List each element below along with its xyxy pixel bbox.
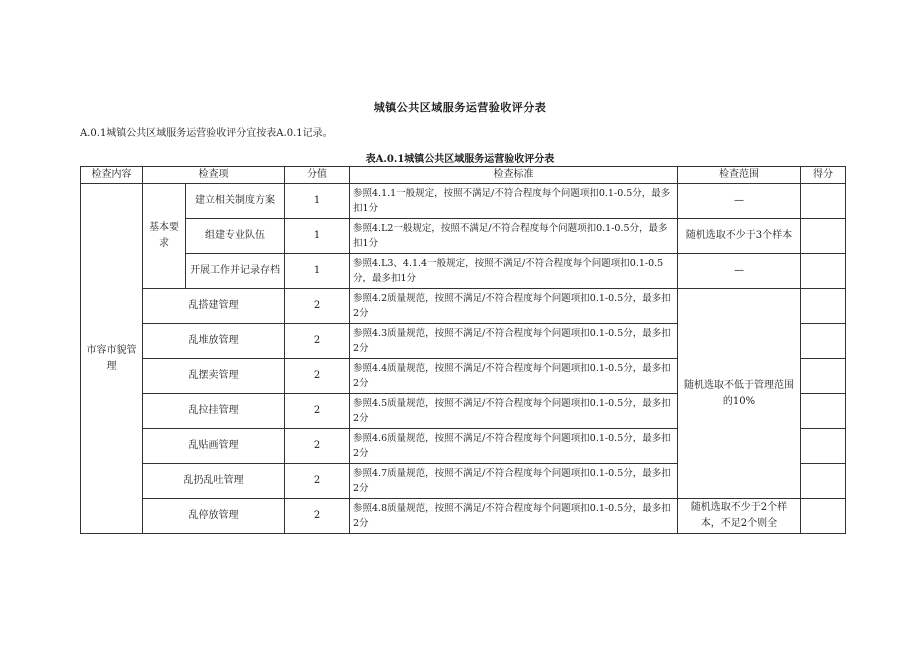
table-row bbox=[81, 499, 846, 534]
table-row bbox=[81, 219, 846, 254]
range-cell: 随机选取不少于2个样本，不足2个则全 bbox=[678, 499, 801, 534]
standard-cell: 参照4.1.1一般规定，按照不满足/不符合程度每个问题项扣0.1-0.5分，最多扣1分 bbox=[350, 184, 678, 219]
result-cell bbox=[801, 429, 846, 464]
standard-cell: 参照4.L2一般规定，按照不满足/不符合程度每个问题项扣0.1-0.5分，最多扣1分 bbox=[350, 219, 678, 254]
table-header-row bbox=[81, 167, 846, 184]
item-cell: 开展工作并记录存档 bbox=[186, 254, 285, 289]
header-score: 分值 bbox=[285, 167, 350, 184]
result-cell bbox=[801, 324, 846, 359]
table-row bbox=[81, 184, 846, 219]
item-cell: 乱拉挂管理 bbox=[143, 394, 285, 429]
range-cell: 随机选取不少于3个样本 bbox=[678, 219, 801, 254]
score-cell: 2 bbox=[285, 429, 350, 464]
item-cell: 乱扔乱吐管理 bbox=[143, 464, 285, 499]
standard-cell: 参照4.5质量规范，按照不满足/不符合程度每个问题项扣0.1-0.5分，最多扣2分 bbox=[350, 394, 678, 429]
item-cell: 乱停放管理 bbox=[143, 499, 285, 534]
result-cell bbox=[801, 359, 846, 394]
standard-cell: 参照4.2质量规范，按照不满足/不符合程度每个问题项扣0.1-0.5分，最多扣2分 bbox=[350, 289, 678, 324]
score-cell: 1 bbox=[285, 184, 350, 219]
item-cell: 组建专业队伍 bbox=[186, 219, 285, 254]
range-cell: — bbox=[678, 184, 801, 219]
group-cell: 基本要求 bbox=[143, 184, 186, 289]
table-row bbox=[81, 289, 846, 324]
score-table bbox=[80, 166, 846, 534]
range-cell: — bbox=[678, 254, 801, 289]
score-cell: 2 bbox=[285, 499, 350, 534]
table-caption: 表A.0.1城镇公共区域服务运营验收评分表 bbox=[365, 154, 555, 165]
result-cell bbox=[801, 184, 846, 219]
shared-range-cell: 随机选取不低于管理范围的10% bbox=[678, 289, 801, 499]
result-cell bbox=[801, 464, 846, 499]
result-cell bbox=[801, 394, 846, 429]
standard-cell: 参照4.8质量规范，按照不满足/不符合程度每个问题项扣0.1-0.5分，最多扣2分 bbox=[350, 499, 678, 534]
header-standard: 检查标准 bbox=[350, 167, 678, 184]
result-cell bbox=[801, 254, 846, 289]
header-result: 得分 bbox=[801, 167, 846, 184]
header-range: 检查范围 bbox=[678, 167, 801, 184]
document-title: 城镇公共区域服务运营验收评分表 bbox=[373, 101, 547, 114]
result-cell bbox=[801, 219, 846, 254]
table-row bbox=[81, 254, 846, 289]
score-cell: 1 bbox=[285, 219, 350, 254]
category-cell: 市容市貌管理 bbox=[81, 184, 143, 534]
standard-cell: 参照4.6质量规范，按照不满足/不符合程度每个问题项扣0.1-0.5分，最多扣2分 bbox=[350, 429, 678, 464]
header-category: 检查内容 bbox=[81, 167, 143, 184]
result-cell bbox=[801, 289, 846, 324]
score-cell: 2 bbox=[285, 394, 350, 429]
standard-cell: 参照4.3质量规范，按照不满足/不符合程度每个问题项扣0.1-0.5分，最多扣2分 bbox=[350, 324, 678, 359]
intro-text: A.0.1城镇公共区域服务运营验收评分宜按表A.0.1记录。 bbox=[80, 128, 333, 139]
score-cell: 2 bbox=[285, 464, 350, 499]
result-cell bbox=[801, 499, 846, 534]
score-cell: 2 bbox=[285, 289, 350, 324]
header-item: 检查项 bbox=[143, 167, 285, 184]
standard-cell: 参照4.7质量规范，按照不满足/不符合程度每个问题项扣0.1-0.5分，最多扣2分 bbox=[350, 464, 678, 499]
score-cell: 2 bbox=[285, 359, 350, 394]
standard-cell: 参照4.4质量规范，按照不满足/不符合程度每个问题项扣0.1-0.5分，最多扣2分 bbox=[350, 359, 678, 394]
item-cell: 建立相关制度方案 bbox=[186, 184, 285, 219]
standard-cell: 参照4.L3、4.1.4一般规定，按照不满足/不符合程度每个问题项扣0.1-0.5分，最多扣1分 bbox=[350, 254, 678, 289]
item-cell: 乱堆放管理 bbox=[143, 324, 285, 359]
item-cell: 乱摆卖管理 bbox=[143, 359, 285, 394]
item-cell: 乱贴画管理 bbox=[143, 429, 285, 464]
item-cell: 乱搭建管理 bbox=[143, 289, 285, 324]
score-cell: 2 bbox=[285, 324, 350, 359]
score-cell: 1 bbox=[285, 254, 350, 289]
